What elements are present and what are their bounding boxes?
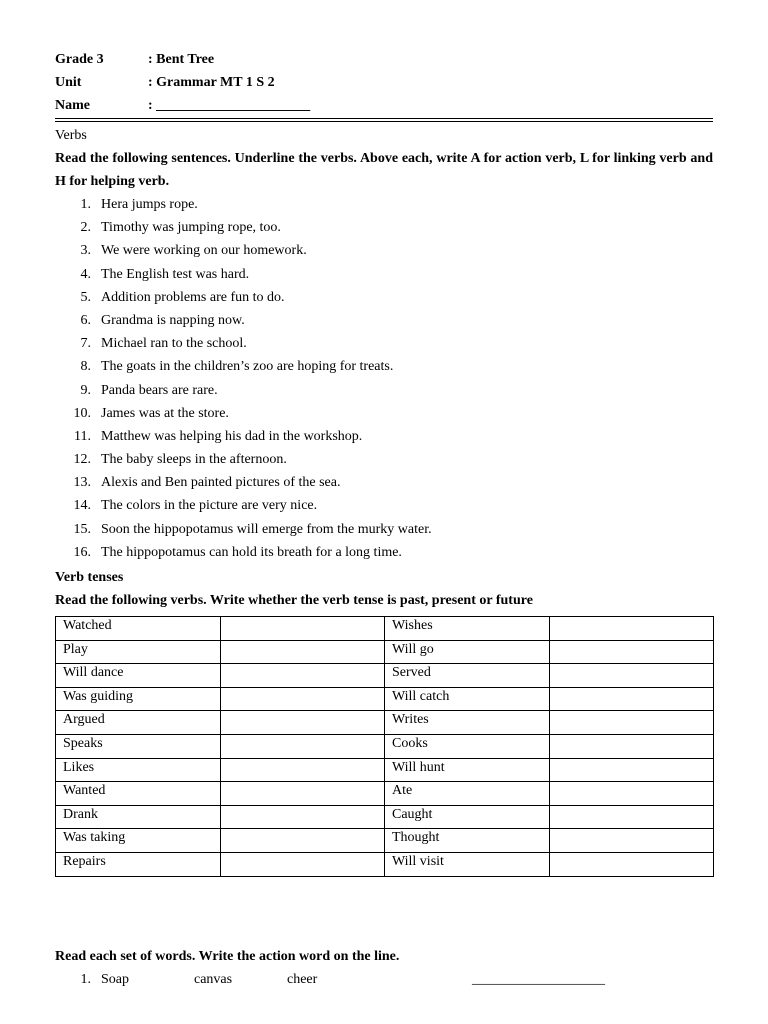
answer-cell[interactable] bbox=[220, 734, 384, 758]
item-text: The baby sleeps in the afternoon. bbox=[101, 452, 287, 468]
table-row bbox=[56, 734, 714, 758]
answer-cell[interactable] bbox=[549, 734, 713, 758]
list-item bbox=[55, 332, 713, 355]
table-row bbox=[56, 758, 714, 782]
item-text: The goats in the children’s zoo are hoping for treats. bbox=[101, 359, 394, 375]
item-number: 12. bbox=[73, 452, 91, 468]
table-row bbox=[56, 805, 714, 829]
name-row bbox=[55, 94, 713, 117]
header-divider bbox=[55, 118, 713, 122]
sentence-list bbox=[55, 193, 713, 564]
item-number: 8. bbox=[80, 359, 91, 375]
answer-cell[interactable] bbox=[549, 782, 713, 806]
verb-cell: Was taking bbox=[56, 829, 221, 853]
list-item bbox=[55, 448, 713, 471]
list-item bbox=[55, 402, 713, 425]
verb-cell: Will hunt bbox=[384, 758, 549, 782]
verb-cell: Caught bbox=[384, 805, 549, 829]
item-text: The English test was hard. bbox=[101, 266, 250, 282]
item-number: 11. bbox=[74, 428, 91, 444]
table-row bbox=[56, 711, 714, 735]
spacer bbox=[55, 877, 713, 943]
grade-label: Grade 3 bbox=[55, 52, 104, 67]
item-number: 1. bbox=[80, 971, 91, 987]
item-text: The colors in the picture are very nice. bbox=[101, 498, 318, 514]
verb-cell: Writes bbox=[384, 711, 549, 735]
table-row bbox=[56, 664, 714, 688]
instructions-verb-tenses: Read the following verbs. Write whether the verb tense is past, present or future bbox=[55, 593, 533, 608]
verb-cell: Will catch bbox=[384, 687, 549, 711]
word-option: cheer bbox=[287, 971, 318, 987]
verb-cell: Drank bbox=[56, 805, 221, 829]
list-item bbox=[55, 968, 713, 991]
table-row bbox=[56, 852, 714, 876]
item-number: 7. bbox=[80, 336, 91, 352]
item-text: Panda bears are rare. bbox=[101, 382, 218, 398]
verb-cell: Wishes bbox=[384, 617, 549, 641]
answer-cell[interactable] bbox=[549, 805, 713, 829]
verb-cell: Was guiding bbox=[56, 687, 221, 711]
item-text: Alexis and Ben painted pictures of the sea. bbox=[101, 475, 341, 491]
item-number: 5. bbox=[80, 289, 91, 305]
item-number: 4. bbox=[80, 266, 91, 282]
table-row bbox=[56, 687, 714, 711]
item-text: We were working on our homework. bbox=[101, 243, 307, 259]
verb-cell: Ate bbox=[384, 782, 549, 806]
item-number: 14. bbox=[73, 498, 91, 514]
list-item bbox=[55, 263, 713, 286]
grade-value: : Bent Tree bbox=[148, 52, 215, 67]
name-label: Name bbox=[55, 98, 90, 113]
table-row bbox=[56, 640, 714, 664]
item-text: Addition problems are fun to do. bbox=[101, 289, 285, 305]
verb-cell: Speaks bbox=[56, 734, 221, 758]
instructions-verbs: Read the following sentences. Underline the verbs. Above each, write A for action verb, L for linking verb and H for helping verb. bbox=[55, 151, 713, 189]
item-text: Matthew was helping his dad in the workshop. bbox=[101, 428, 363, 444]
list-item bbox=[55, 239, 713, 262]
item-text: Timothy was jumping rope, too. bbox=[101, 220, 281, 236]
list-item bbox=[55, 286, 713, 309]
verb-cell: Thought bbox=[384, 829, 549, 853]
list-item bbox=[55, 216, 713, 239]
verb-cell: Cooks bbox=[384, 734, 549, 758]
answer-cell[interactable] bbox=[220, 617, 384, 641]
verb-cell: Served bbox=[384, 664, 549, 688]
section-title-verb-tenses: Verb tenses bbox=[55, 570, 124, 585]
item-text: Grandma is napping now. bbox=[101, 312, 245, 328]
answer-cell[interactable] bbox=[220, 687, 384, 711]
verb-cell: Watched bbox=[56, 617, 221, 641]
item-number: 15. bbox=[73, 521, 91, 537]
verb-cell: Will dance bbox=[56, 664, 221, 688]
verb-cell: Argued bbox=[56, 711, 221, 735]
instructions-action-word: Read each set of words. Write the action word on the line. bbox=[55, 948, 400, 964]
unit-row bbox=[55, 71, 713, 94]
table-row bbox=[56, 782, 714, 806]
list-item bbox=[55, 541, 713, 564]
word-option: Soap bbox=[101, 971, 129, 987]
verb-cell: Repairs bbox=[56, 852, 221, 876]
verb-cell: Play bbox=[56, 640, 221, 664]
item-text: James was at the store. bbox=[101, 405, 229, 421]
answer-cell[interactable] bbox=[549, 829, 713, 853]
item-number: 3. bbox=[80, 243, 91, 259]
answer-cell[interactable] bbox=[220, 664, 384, 688]
answer-line[interactable]: ___________________ bbox=[472, 971, 605, 987]
word-option: canvas bbox=[194, 971, 233, 987]
answer-cell[interactable] bbox=[549, 664, 713, 688]
answer-cell[interactable] bbox=[549, 640, 713, 664]
table-row bbox=[56, 617, 714, 641]
answer-cell[interactable] bbox=[549, 617, 713, 641]
answer-cell[interactable] bbox=[549, 852, 713, 876]
item-number: 13. bbox=[73, 475, 91, 491]
item-text: Hera jumps rope. bbox=[101, 197, 198, 212]
list-item bbox=[55, 193, 713, 216]
section-title-verbs: Verbs bbox=[55, 128, 87, 143]
list-item bbox=[55, 471, 713, 494]
answer-cell[interactable] bbox=[220, 805, 384, 829]
answer-cell[interactable] bbox=[549, 758, 713, 782]
item-number: 9. bbox=[80, 382, 91, 398]
answer-cell[interactable] bbox=[220, 640, 384, 664]
list-item bbox=[55, 425, 713, 448]
item-number: 16. bbox=[73, 544, 91, 560]
item-number: 2. bbox=[80, 220, 91, 236]
answer-cell[interactable] bbox=[220, 782, 384, 806]
verb-cell: Likes bbox=[56, 758, 221, 782]
verb-tense-table bbox=[55, 616, 714, 877]
list-item bbox=[55, 355, 713, 378]
item-number: 6. bbox=[80, 312, 91, 328]
answer-cell[interactable] bbox=[220, 852, 384, 876]
item-text: Michael ran to the school. bbox=[101, 336, 247, 352]
item-number: 10. bbox=[73, 405, 91, 421]
list-item bbox=[55, 379, 713, 402]
worksheet bbox=[55, 48, 713, 991]
name-field[interactable]: : ______________________ bbox=[148, 98, 311, 113]
answer-cell[interactable] bbox=[220, 758, 384, 782]
item-text: Soon the hippopotamus will emerge from the murky water. bbox=[101, 521, 432, 537]
list-item bbox=[55, 518, 713, 541]
answer-cell[interactable] bbox=[549, 711, 713, 735]
item-number: 1. bbox=[80, 197, 91, 212]
answer-cell[interactable] bbox=[549, 687, 713, 711]
verb-cell: Wanted bbox=[56, 782, 221, 806]
answer-cell[interactable] bbox=[220, 829, 384, 853]
table-row bbox=[56, 829, 714, 853]
list-item bbox=[55, 309, 713, 332]
unit-value: : Grammar MT 1 S 2 bbox=[148, 75, 275, 90]
unit-label: Unit bbox=[55, 75, 82, 90]
item-text: The hippopotamus can hold its breath for a long time. bbox=[101, 544, 402, 560]
verb-cell: Will go bbox=[384, 640, 549, 664]
grade-row bbox=[55, 48, 713, 71]
list-item bbox=[55, 494, 713, 517]
verb-cell: Will visit bbox=[384, 852, 549, 876]
answer-cell[interactable] bbox=[220, 711, 384, 735]
